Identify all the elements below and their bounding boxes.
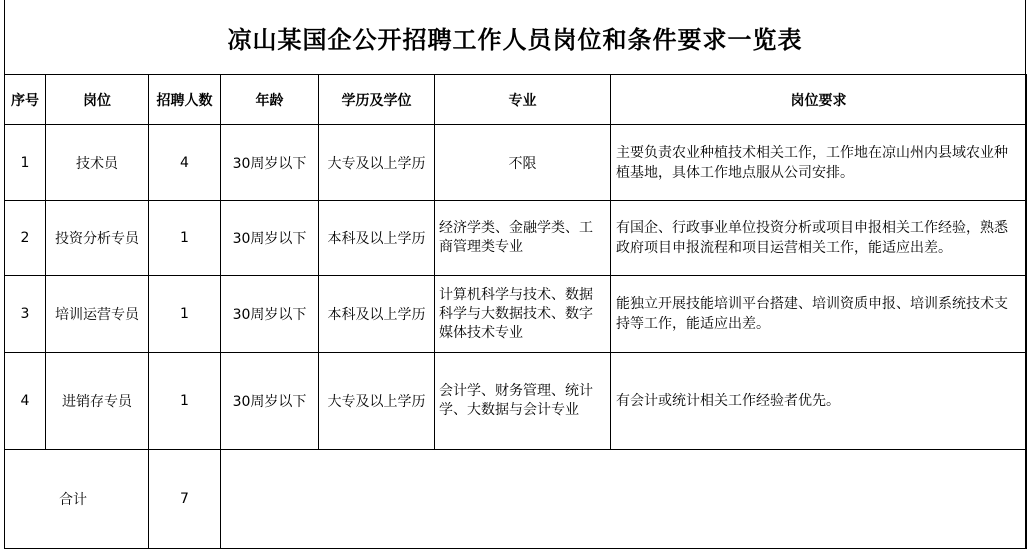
cell-age[interactable]: 30周岁以下: [221, 125, 319, 201]
table-row: [5, 353, 1027, 450]
page-title: 凉山某国企公开招聘工作人员岗位和条件要求一览表: [227, 24, 803, 54]
cell-position[interactable]: 投资分析专员: [46, 201, 149, 276]
cell-no[interactable]: 1: [5, 125, 46, 201]
cell-count[interactable]: 1: [149, 201, 221, 276]
cell-education[interactable]: 大专及以上学历: [319, 125, 435, 201]
cell-requirement[interactable]: 主要负责农业种植技术相关工作，工作地在凉山州内县域农业种植基地，具体工作地点服从公司安排。: [611, 125, 1027, 201]
cell-position[interactable]: 进销存专员: [46, 353, 149, 450]
table-row: [5, 276, 1027, 353]
cell-major[interactable]: 会计学、财务管理、统计学、大数据与会计专业: [435, 353, 611, 450]
table-row: [5, 201, 1027, 276]
cell-age[interactable]: 30周岁以下: [221, 201, 319, 276]
cell-age[interactable]: 30周岁以下: [221, 276, 319, 353]
cell-no[interactable]: 3: [5, 276, 46, 353]
cell-no[interactable]: 4: [5, 353, 46, 450]
cell-position[interactable]: 技术员: [46, 125, 149, 201]
table-row: [5, 125, 1027, 201]
cell-age[interactable]: 30周岁以下: [221, 353, 319, 450]
header-cell-major[interactable]: 专业: [435, 75, 611, 125]
header-cell-requirement[interactable]: 岗位要求: [611, 75, 1027, 125]
cell-position[interactable]: 培训运营专员: [46, 276, 149, 353]
cell-count[interactable]: 1: [149, 276, 221, 353]
cell-major[interactable]: 经济学类、金融学类、工商管理类专业: [435, 201, 611, 276]
cell-major[interactable]: 计算机科学与技术、数据科学与大数据技术、数字媒体技术专业: [435, 276, 611, 353]
cell-education[interactable]: 大专及以上学历: [319, 353, 435, 450]
header-cell-age[interactable]: 年龄: [221, 75, 319, 125]
total-label[interactable]: 合计: [5, 450, 149, 549]
header-row: [5, 75, 1027, 125]
header-cell-count[interactable]: 招聘人数: [149, 75, 221, 125]
total-empty-cell[interactable]: [221, 450, 1027, 549]
cell-count[interactable]: 1: [149, 353, 221, 450]
cell-no[interactable]: 2: [5, 201, 46, 276]
total-row: [5, 450, 1027, 549]
header-cell-no[interactable]: 序号: [5, 75, 46, 125]
cell-requirement[interactable]: 能独立开展技能培训平台搭建、培训资质申报、培训系统技术支持等工作，能适应出差。: [611, 276, 1027, 353]
cell-requirement[interactable]: 有会计或统计相关工作经验者优先。: [611, 353, 1027, 450]
cell-count[interactable]: 4: [149, 125, 221, 201]
recruitment-table: [4, 74, 1027, 549]
cell-education[interactable]: 本科及以上学历: [319, 276, 435, 353]
cell-major[interactable]: 不限: [435, 125, 611, 201]
total-count[interactable]: 7: [149, 450, 221, 549]
cell-requirement[interactable]: 有国企、行政事业单位投资分析或项目申报相关工作经验，熟悉政府项目申报流程和项目运营相关工作，能适应出差。: [611, 201, 1027, 276]
header-cell-position[interactable]: 岗位: [46, 75, 149, 125]
header-cell-education[interactable]: 学历及学位: [319, 75, 435, 125]
cell-education[interactable]: 本科及以上学历: [319, 201, 435, 276]
